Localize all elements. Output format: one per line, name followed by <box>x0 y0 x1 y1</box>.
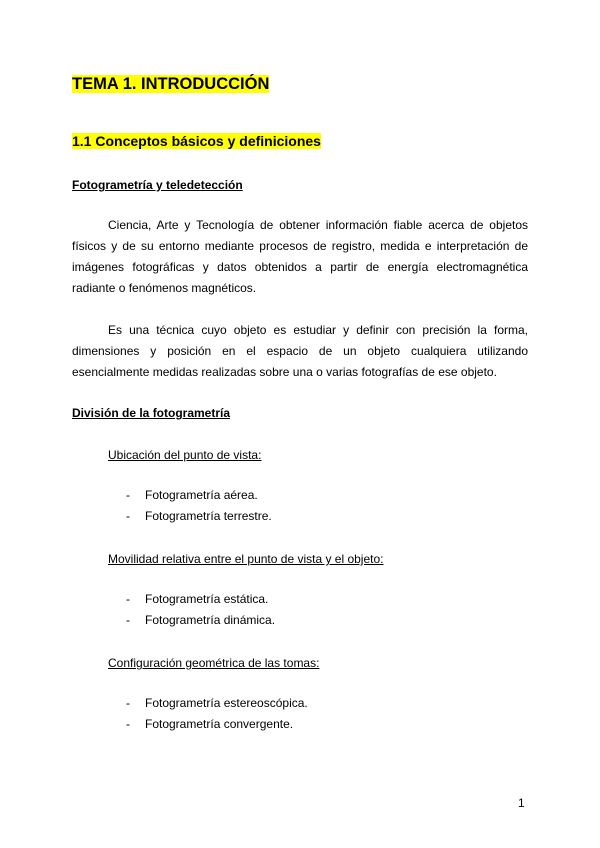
list-item-text: Fotogrametría estática. <box>145 592 269 606</box>
bullet-dash: - <box>126 488 130 502</box>
list-item-text: Fotogrametría convergente. <box>145 717 294 731</box>
bullet-dash: - <box>126 613 130 627</box>
bullet-dash: - <box>126 509 130 523</box>
page-number: 1 <box>518 796 525 810</box>
list-item-text: Fotogrametría estereoscópica. <box>145 696 308 710</box>
page-title: TEMA 1. INTRODUCCIÓN <box>72 75 270 93</box>
group-heading-configuracion: Configuración geométrica de las tomas: <box>108 656 320 670</box>
bullet-dash: - <box>126 717 130 731</box>
subheading-division: División de la fotogrametría <box>72 406 231 420</box>
group-heading-movilidad: Movilidad relativa entre el punto de vista y el objeto: <box>108 552 384 566</box>
bullet-dash: - <box>126 592 130 606</box>
list-item-text: Fotogrametría dinámica. <box>145 613 276 627</box>
paragraph-definition-1: Ciencia, Arte y Tecnología de obtener información fiable acerca de objetos físicos y de su entorno mediante procesos de registro, medida e interpretación de imágenes fotográficas y datos obtenidos a partir de energía electromagnética radiante o fenómenos magnéticos. <box>72 218 528 295</box>
section-heading: 1.1 Conceptos básicos y definiciones <box>72 133 321 149</box>
list-item-text: Fotogrametría terrestre. <box>145 509 272 523</box>
bullet-dash: - <box>126 696 130 710</box>
paragraph-definition-2: Es una técnica cuyo objeto es estudiar y definir con precisión la forma, dimensiones y posición en el espacio de un objeto cualquiera utilizando esencialmente medidas realizadas sobre una o varias fotografías de ese objeto. <box>72 323 528 379</box>
group-heading-ubicacion: Ubicación del punto de vista: <box>108 448 262 462</box>
subheading-fotogrametria-teledeteccion: Fotogrametría y teledetección <box>72 178 243 192</box>
list-item-text: Fotogrametría aérea. <box>145 488 258 502</box>
